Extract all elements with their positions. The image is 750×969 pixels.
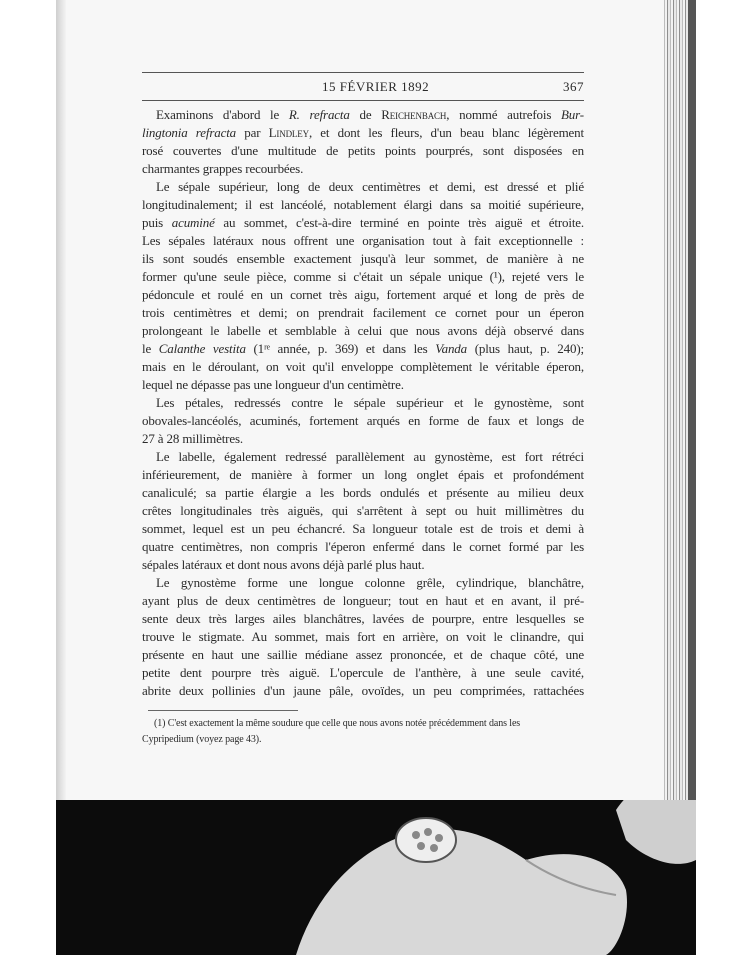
italic-text: Calanthe vestita — [158, 341, 246, 356]
text-segment: trouve le stigmate. Au sommet, mais fort en arrière, on voit le clinandre, qui — [142, 629, 584, 644]
text-line — [142, 394, 584, 412]
text-line — [142, 682, 584, 700]
italic-text: R. refracta — [288, 107, 350, 122]
text-segment: sente deux très larges ailes blanchâtres, lavées de pourpre, entre lesquelles se — [142, 611, 584, 626]
text-segment: Le gynostème forme une longue colonne grêle, cylindrique, blanchâtre, — [156, 575, 584, 590]
text-segment: pédoncule et roulé en un cornet très aigu, fortement arqué et long de près de — [142, 287, 584, 302]
paragraph — [142, 574, 584, 700]
text-line — [142, 430, 584, 448]
paragraph — [142, 106, 584, 178]
text-segment: le — [142, 341, 159, 356]
hand-photo — [56, 800, 696, 955]
text-segment: former qu'une seule pièce, comme si c'était un sépale unique (¹), rejeté vers le — [142, 269, 584, 284]
text-segment: rosé couvertes d'une multitude de petits points pourprés, sont disposées en — [142, 143, 584, 158]
text-line — [142, 340, 584, 358]
photo-background — [56, 800, 696, 955]
text-segment: Le sépale supérieur, long de deux centimètres et demi, est dressé et plié — [156, 179, 584, 194]
paragraph — [142, 394, 584, 448]
finger — [616, 800, 696, 864]
running-header — [142, 73, 584, 100]
text-segment: sommet, lequel est un peu échancré. Sa longueur totale est de trois et demi à — [142, 521, 584, 536]
text-line — [142, 628, 584, 646]
text-segment: (plus haut, p. 240); — [467, 341, 584, 356]
text-line — [142, 196, 584, 214]
text-segment: longitudinalement; il est lancéolé, notablement élargi dans sa moitié supérieure, — [142, 197, 584, 212]
author-name: Reichenbach — [381, 107, 447, 122]
footnote-rule — [148, 710, 298, 711]
text-line — [142, 268, 584, 286]
text-segment: par — [236, 125, 269, 140]
text-line — [142, 574, 584, 592]
text-line — [142, 664, 584, 682]
text-segment: canaliculé; sa partie élargie a les bords ondulés et présente au milieu deux — [142, 485, 584, 500]
paragraph — [142, 448, 584, 574]
text-segment: Les sépales latéraux nous offrent une organisation tout à fait exceptionnelle : — [142, 233, 584, 248]
text-line — [142, 412, 584, 430]
text-line — [142, 142, 584, 160]
text-line — [142, 520, 584, 538]
footnote-line: (1) C'est exactement la même soudure que celle que nous avons notée précédemment dans les — [154, 718, 521, 729]
text-line — [142, 358, 584, 376]
text-segment: Examinons d'abord le — [156, 107, 289, 122]
text-line — [142, 448, 584, 466]
text-line — [142, 304, 584, 322]
text-segment: puis — [142, 215, 172, 230]
text-segment: prolongeant le labelle et semblable à celui que nous avons déjà observé dans — [142, 323, 584, 338]
header-rule-bottom — [142, 100, 584, 101]
italic-text: lingtonia refracta — [142, 125, 237, 140]
text-segment: (1ʳᵉ année, p. 369) et dans les — [245, 341, 436, 356]
italic-text: acuminé — [171, 215, 215, 230]
text-line — [142, 376, 584, 394]
text-segment: , nommé autrefois — [446, 107, 562, 122]
text-column — [142, 72, 584, 748]
text-line — [142, 178, 584, 196]
text-segment: Les pétales, redressés contre le sépale supérieur et le gynostème, sont — [156, 395, 584, 410]
text-line — [142, 466, 584, 484]
text-segment: Le labelle, également redressé parallèlement au gynostème, est fort rétréci — [156, 449, 584, 464]
text-segment: charmantes grappes recourbées. — [142, 161, 304, 176]
footnote — [142, 716, 584, 748]
text-line — [142, 160, 584, 178]
text-segment: de — [349, 107, 382, 122]
text-segment: 27 à 28 millimètres. — [142, 431, 243, 446]
text-segment: sépales latéraux et dont nous avons déjà parlé plus haut. — [142, 557, 425, 572]
text-line — [142, 610, 584, 628]
footnote-line: Cypripedium (voyez page 43). — [142, 734, 262, 745]
text-line — [142, 232, 584, 250]
text-line — [142, 646, 584, 664]
text-segment: abrite deux pollinies d'un jaune pâle, ovoïdes, un peu comprimées, rattachées — [142, 683, 584, 698]
text-segment: mais en le déroulant, on voit qu'il enveloppe complètement le véritable éperon, — [142, 359, 584, 374]
italic-text: Bur- — [561, 107, 584, 122]
text-segment: ils sont soudés ensemble exactement jusqu'à leur sommet, de manière à ne — [142, 251, 584, 266]
text-segment: lequel ne dépasse pas une longueur d'un centimètre. — [142, 377, 404, 392]
text-line — [142, 592, 584, 610]
ring — [396, 818, 456, 862]
book-cover-edge — [688, 0, 696, 800]
text-segment: présente en haut une saillie médiane assez prononcée, et de chaque côté, une — [142, 647, 584, 662]
page-number: 367 — [563, 79, 584, 94]
text-line — [142, 322, 584, 340]
text-line — [142, 250, 584, 268]
text-segment: quatre centimètres, non compris l'éperon enfermé dans le cornet formé par les — [142, 539, 584, 554]
text-line — [142, 286, 584, 304]
text-line — [142, 214, 584, 232]
italic-text: Vanda — [435, 341, 468, 356]
text-segment: ayant plus de deux centimètres de longueur; tout en haut et en avant, il pré- — [142, 593, 584, 608]
body-text — [142, 106, 584, 700]
text-line — [142, 502, 584, 520]
text-segment: crêtes longitudinales très aiguës, qui s'arrêtent à sept ou huit millimètres du — [142, 503, 584, 518]
text-segment: obovales-lancéolés, acuminés, fortement arqués en forme de faux et longs de — [142, 413, 584, 428]
text-line — [142, 124, 584, 142]
hand — [296, 829, 627, 955]
text-line — [142, 556, 584, 574]
author-name: Lindley — [268, 125, 309, 140]
text-segment: inférieurement, de manière à former un long onglet épais et profondément — [142, 467, 584, 482]
text-segment: trois centimètres et demi; on prendrait facilement ce cornet pour un éperon — [142, 305, 584, 320]
text-line — [142, 538, 584, 556]
text-segment: petite dent pourpre très aiguë. L'opercule de l'anthère, à une seule cavité, — [142, 665, 584, 680]
text-line — [142, 106, 584, 124]
text-line — [142, 484, 584, 502]
text-segment: au sommet, c'est-à-dire terminé en pointe très aiguë et étroite. — [214, 215, 584, 230]
book-gutter — [56, 0, 66, 805]
paragraph — [142, 178, 584, 394]
text-segment: , et dont les fleurs, d'un beau blanc légèrement — [308, 125, 584, 140]
header-title: 15 FÉVRIER 1892 — [322, 79, 430, 94]
